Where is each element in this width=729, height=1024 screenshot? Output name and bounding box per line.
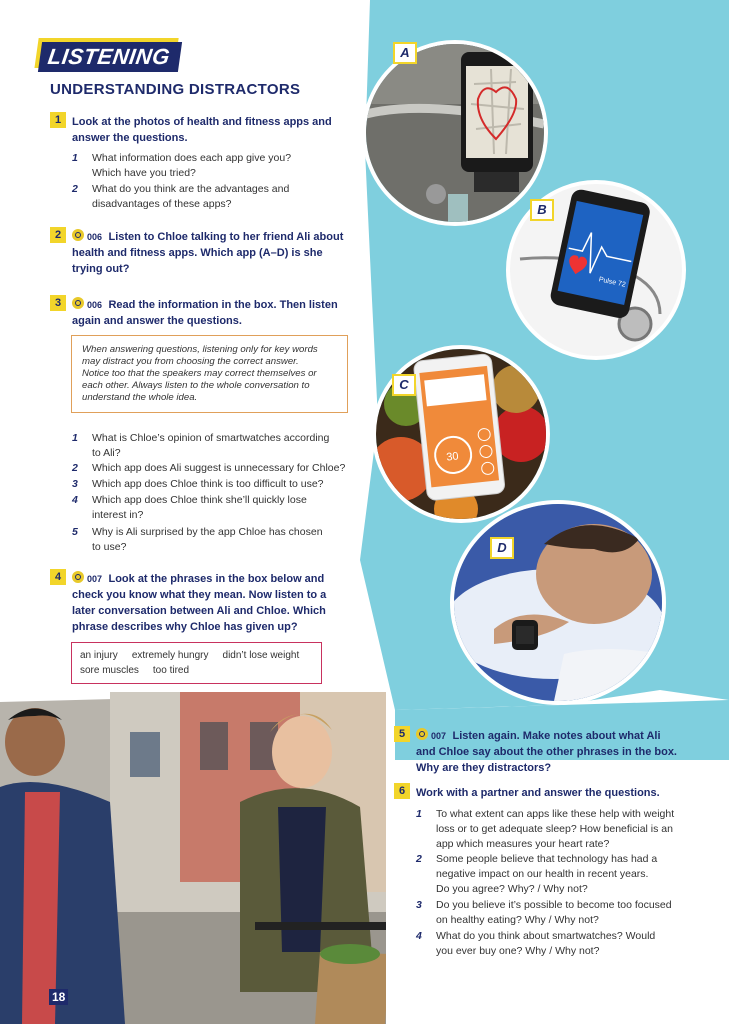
- bike-map-image: [366, 44, 544, 222]
- item-text: interest in?: [92, 509, 144, 521]
- item-text: you ever buy one? Why / Why not?: [436, 945, 600, 957]
- item-number: 1: [72, 152, 78, 164]
- audio-icon[interactable]: [72, 571, 84, 583]
- phrase: extremely hungry: [131, 650, 209, 661]
- question-6: [394, 783, 694, 801]
- phrase-box: [71, 642, 322, 684]
- question-number: 5: [394, 726, 410, 742]
- photo-label-a: A: [393, 42, 417, 64]
- question-number: 1: [50, 112, 66, 128]
- item-number: 2: [72, 183, 78, 195]
- track-number: 007: [431, 731, 447, 741]
- question-text: later conversation between Ali and Chloe. Which: [72, 605, 326, 617]
- item-text: Why is Ali surprised by the app Chloe has chosen: [92, 526, 323, 538]
- tip-line: each other. Always listen to the whole conversation to: [82, 380, 310, 391]
- question-text: Read the information in the box. Then listen: [108, 299, 338, 311]
- photo-sleep-tracker: [450, 500, 666, 705]
- item-number: 3: [72, 478, 78, 490]
- question-text: Listen again. Make notes about what Ali: [452, 730, 661, 742]
- section-badge: LISTENING: [38, 42, 182, 72]
- question-6-item: [416, 929, 655, 959]
- item-text: disadvantages of these apps?: [92, 198, 232, 210]
- item-text: loss or to get adequate sleep? How beneficial is an: [436, 823, 673, 835]
- track-number: 006: [87, 232, 103, 242]
- question-3-item: [72, 431, 329, 461]
- section-header: [40, 42, 180, 72]
- tip-line: may distract you from choosing the correct answer.: [82, 356, 299, 367]
- question-text: Look at the photos of health and fitness apps and: [72, 116, 332, 128]
- question-number: 3: [50, 295, 66, 311]
- tip-line: When answering questions, listening only for key words: [82, 344, 318, 355]
- item-text: Do you believe it’s possible to become too focused: [436, 899, 672, 911]
- question-3-item: [72, 525, 323, 555]
- question-number: 6: [394, 783, 410, 799]
- phrase: too tired: [152, 665, 190, 676]
- question-text: phrase describes why Chloe has given up?: [72, 621, 298, 633]
- item-number: 4: [416, 930, 422, 942]
- item-text: on healthy eating? Why / Why not?: [436, 914, 599, 926]
- page-number: 18: [49, 989, 68, 1005]
- question-text: check you know what they mean. Now listen to a: [72, 589, 327, 601]
- item-text: to Ali?: [92, 447, 121, 459]
- audio-icon[interactable]: [72, 229, 84, 241]
- item-number: 5: [72, 526, 78, 538]
- question-number: 2: [50, 227, 66, 243]
- question-text: again and answer the questions.: [72, 315, 242, 327]
- item-text: Which app does Chloe think is too difficult to use?: [92, 478, 324, 490]
- item-text: app which measures your heart rate?: [436, 838, 610, 850]
- app-counter-readout: 30: [445, 450, 460, 464]
- tip-line: Notice too that the speakers may correct themselves or: [82, 368, 317, 379]
- item-number: 3: [416, 899, 422, 911]
- question-5: [394, 726, 694, 776]
- item-text: Which app does Ali suggest is unnecessary for Chloe?: [92, 462, 346, 474]
- question-6-item: [416, 807, 674, 852]
- item-text: to use?: [92, 541, 127, 553]
- pulse-readout: Pulse 72: [598, 276, 627, 289]
- question-3-item: [72, 477, 324, 492]
- question-number: 4: [50, 569, 66, 585]
- photo-cyclists: [0, 692, 386, 1024]
- item-text: Do you agree? Why? / Why not?: [436, 883, 588, 895]
- item-text: What do you think are the advantages and: [92, 183, 290, 195]
- tip-line: understand the whole idea.: [82, 392, 198, 403]
- question-text: Work with a partner and answer the questions.: [416, 787, 660, 799]
- tip-box: [71, 335, 348, 413]
- question-text: Listen to Chloe talking to her friend Ali about: [108, 231, 344, 243]
- question-text: health and fitness apps. Which app (A–D) is she: [72, 247, 323, 259]
- audio-icon[interactable]: [416, 728, 428, 740]
- item-text: What do you think about smartwatches? Would: [436, 930, 656, 942]
- phrase: didn’t lose weight: [222, 650, 300, 661]
- item-number: 2: [72, 462, 78, 474]
- page-subtitle: UNDERSTANDING DISTRACTORS: [50, 81, 301, 98]
- item-text: Some people believe that technology has had a: [436, 853, 658, 865]
- question-6-item: [416, 852, 657, 897]
- photo-nutrition-app: [372, 345, 550, 523]
- track-number: 006: [87, 300, 103, 310]
- question-3-item: [72, 461, 345, 476]
- question-2: [50, 227, 350, 277]
- phrase: sore muscles: [80, 665, 139, 676]
- question-text: Why are they distractors?: [416, 762, 552, 774]
- item-text: Which have you tried?: [92, 167, 196, 179]
- photo-bike-map-app: [362, 40, 548, 226]
- item-text: What information does each app give you?: [92, 152, 292, 164]
- question-text: trying out?: [72, 263, 130, 275]
- question-text: Look at the phrases in the box below and: [108, 573, 325, 585]
- sleeping-man-image: [454, 504, 662, 701]
- phrase: an injury: [80, 650, 118, 661]
- audio-icon[interactable]: [72, 297, 84, 309]
- item-number: 4: [72, 494, 78, 506]
- question-text: answer the questions.: [72, 132, 188, 144]
- question-1: [50, 112, 350, 146]
- cyclists-image: [0, 692, 386, 1024]
- item-number: 1: [72, 432, 78, 444]
- item-text: negative impact on our health in recent years.: [436, 868, 649, 880]
- item-text: What is Chloe’s opinion of smartwatches according: [92, 432, 330, 444]
- item-number: 2: [416, 853, 422, 865]
- item-number: 1: [416, 808, 422, 820]
- question-3-item: [72, 493, 307, 523]
- question-1-item: [72, 182, 289, 212]
- question-3: [50, 295, 350, 329]
- question-text: and Chloe say about the other phrases in the box.: [416, 746, 677, 758]
- photo-label-b: B: [530, 199, 554, 221]
- question-6-item: [416, 898, 672, 928]
- track-number: 007: [87, 574, 103, 584]
- item-text: Which app does Chloe think she’ll quickly lose: [92, 494, 307, 506]
- photo-label-c: C: [392, 374, 416, 396]
- question-4: [50, 569, 350, 635]
- item-text: To what extent can apps like these help with weight: [436, 808, 675, 820]
- photo-label-d: D: [490, 537, 514, 559]
- question-1-item: [72, 151, 291, 181]
